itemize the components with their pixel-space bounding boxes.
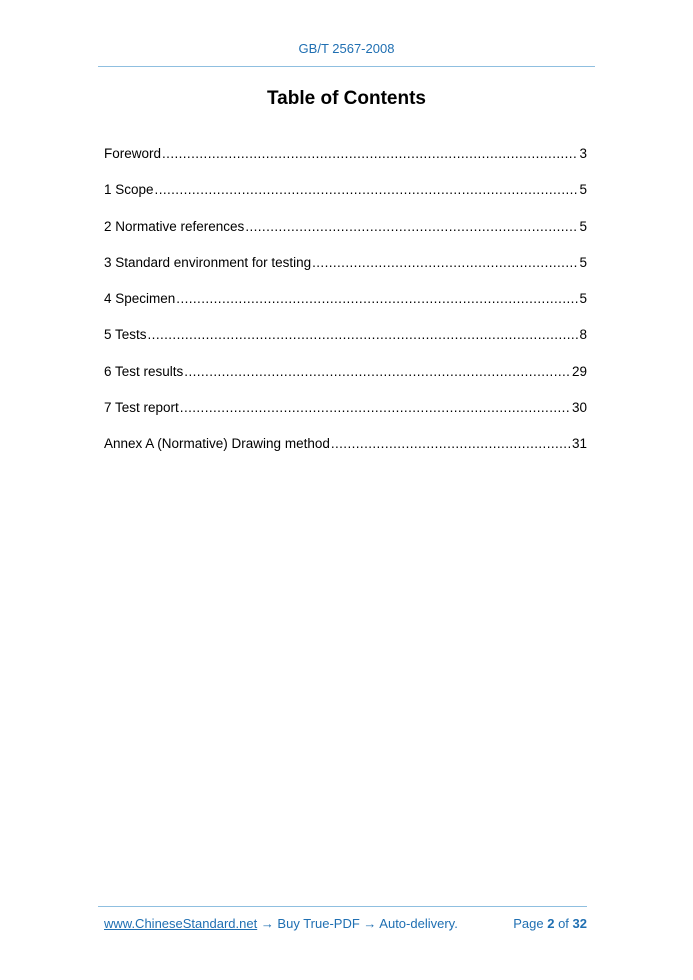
toc-entry-annex-a[interactable] (104, 436, 587, 472)
page-counter (513, 916, 587, 931)
toc-dot-leader (245, 219, 578, 235)
toc-dot-leader (312, 255, 578, 271)
footer-promo-line (104, 916, 458, 931)
toc-entry-specimen[interactable] (104, 291, 587, 327)
toc-entry-scope[interactable] (104, 182, 587, 218)
footer-promo-text: → Buy True-PDF → Auto-delivery. (257, 916, 458, 931)
toc-entry-label: 1 Scope (104, 182, 154, 198)
toc-entry-label: Foreword (104, 146, 162, 161)
toc-entry-page: 5 (579, 254, 587, 270)
header-divider (98, 66, 595, 67)
toc-entry-label: 4 Specimen (104, 291, 176, 306)
toc-dot-leader (155, 182, 579, 198)
toc-dot-leader (184, 364, 571, 380)
toc-entry-page: 30 (571, 399, 587, 415)
site-link[interactable]: www.ChineseStandard.net (104, 916, 258, 931)
toc-entry-label: Annex A (Normative) Drawing method (104, 436, 330, 451)
toc-entry-page: 8 (579, 327, 587, 343)
toc-entry-page: 5 (579, 218, 587, 234)
toc-dot-leader (162, 146, 578, 162)
toc-entry-test-report[interactable] (104, 400, 587, 436)
toc-entry-page: 5 (579, 291, 587, 306)
toc-entry-label: 6 Test results (104, 363, 184, 379)
toc-entry-page: 3 (579, 146, 587, 161)
toc-dot-leader (176, 291, 578, 307)
toc-entry-label: 3 Standard environment for testing (104, 254, 312, 270)
page-current: 2 (547, 916, 555, 931)
of-word: of (558, 916, 569, 931)
toc-entry-label: 5 Tests (104, 327, 147, 343)
toc-entry-test-results[interactable] (104, 364, 587, 400)
page-total: 32 (572, 916, 587, 931)
toc-title: Table of Contents (266, 88, 427, 109)
toc-entry-page: 29 (571, 363, 587, 379)
document-code: GB/T 2567-2008 (298, 41, 395, 56)
toc-dot-leader (148, 327, 579, 343)
toc-dot-leader (180, 400, 571, 416)
toc-entry-page: 31 (571, 436, 587, 451)
toc-list (104, 146, 587, 472)
toc-entry-normative-references[interactable] (104, 219, 587, 255)
page-word: Page (513, 916, 544, 931)
toc-entry-standard-environment[interactable] (104, 255, 587, 291)
toc-dot-leader (331, 436, 571, 452)
toc-entry-label: 7 Test report (104, 399, 179, 415)
page-footer (104, 916, 587, 931)
toc-entry-page: 5 (579, 182, 587, 198)
footer-divider (98, 906, 587, 907)
toc-entry-tests[interactable] (104, 327, 587, 363)
toc-entry-foreword[interactable] (104, 146, 587, 182)
toc-entry-label: 2 Normative references (104, 218, 245, 234)
